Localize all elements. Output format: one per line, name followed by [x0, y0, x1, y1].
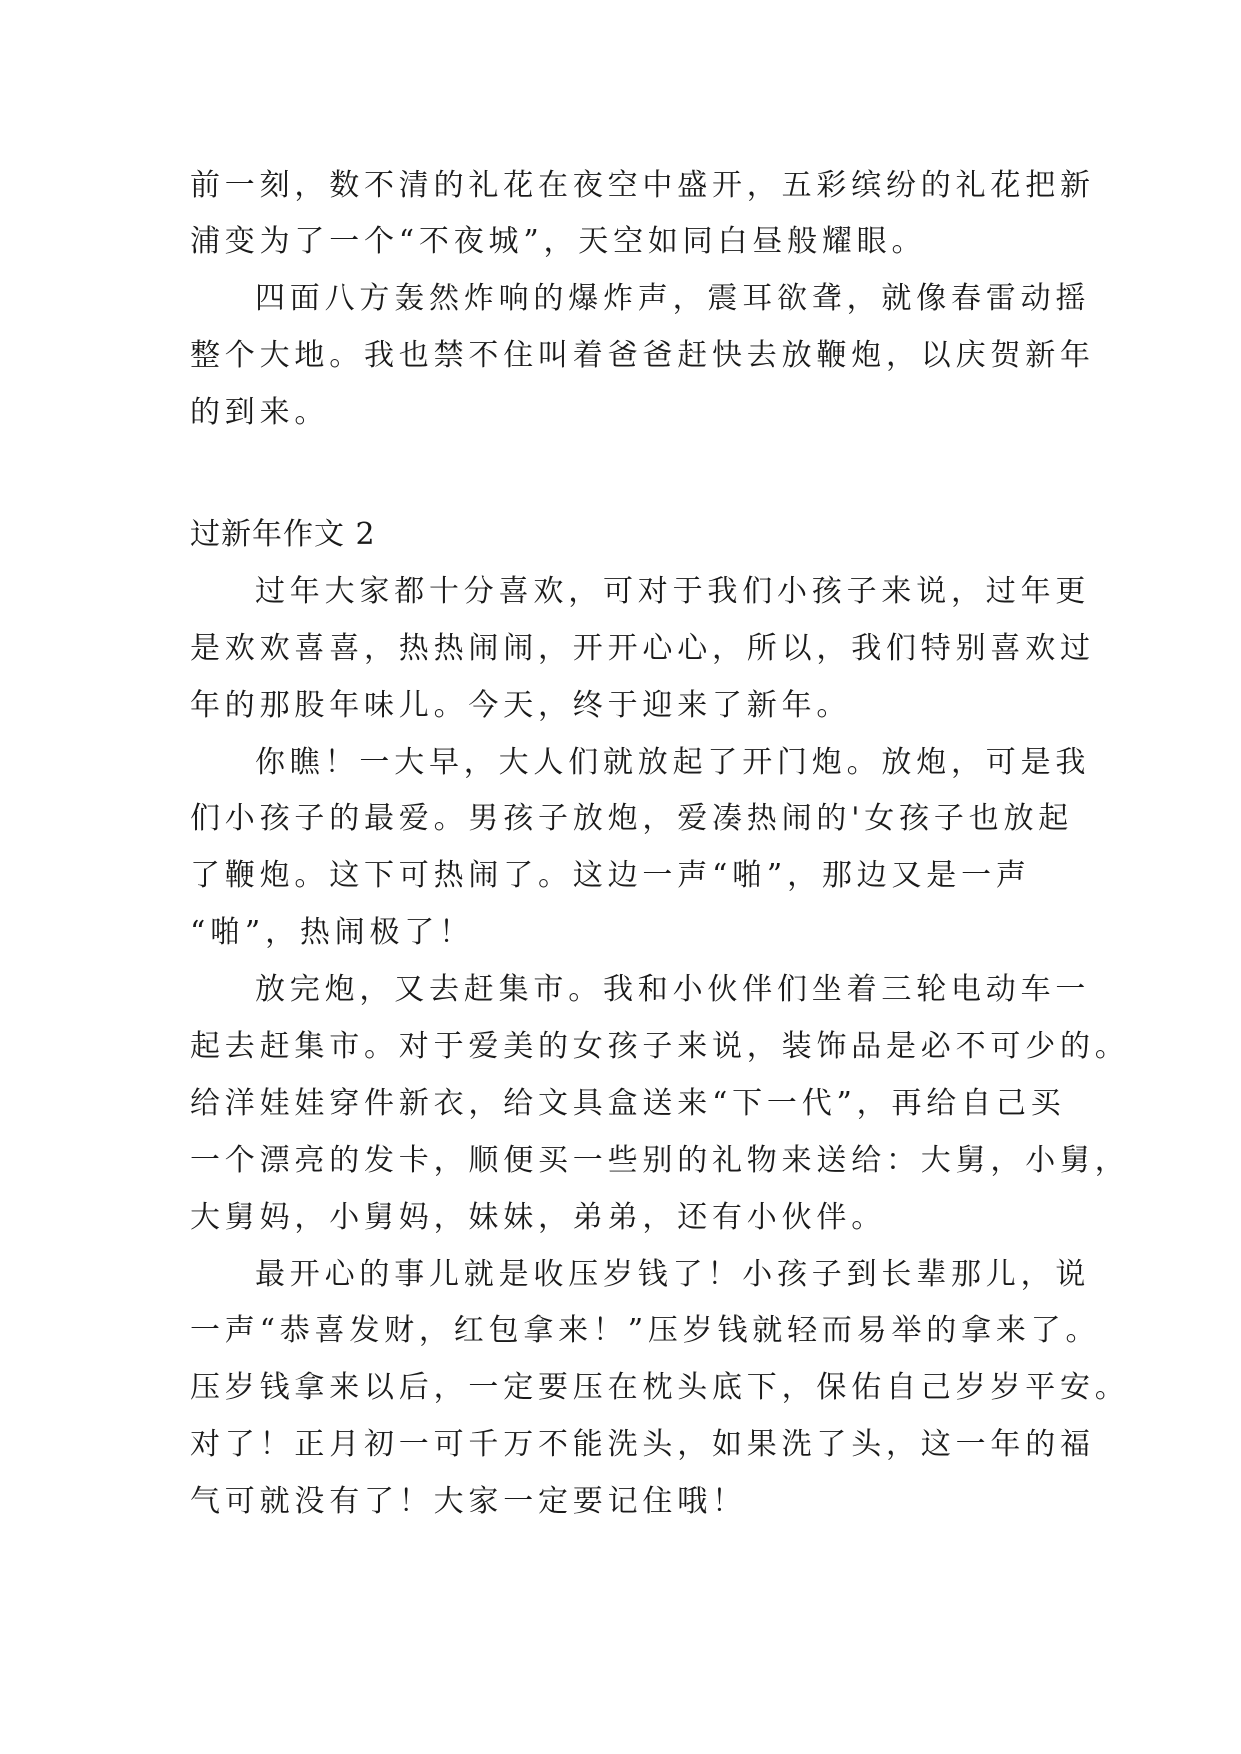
paragraph-line: 们小孩子的最爱。男孩子放炮，爱凑热闹的'女孩子也放起 [190, 801, 1074, 836]
paragraph-line: 了鞭炮。这下可热闹了。这边一声“啪”，那边又是一声 [190, 858, 1031, 893]
paragraph-line: 前一刻，数不清的礼花在夜空中盛开，五彩缤纷的礼花把新 [190, 168, 1095, 203]
paragraph-line: 四面八方轰然炸响的爆炸声，震耳欲聋，就像春雷动摇 [255, 281, 1091, 316]
paragraph-line: 对了！正月初一可千万不能洗头，如果洗了头，这一年的福 [190, 1427, 1095, 1462]
paragraph-line: 浦变为了一个“不夜城”，天空如同白昼般耀眼。 [190, 224, 927, 259]
paragraph-line: 大舅妈，小舅妈，妹妹，弟弟，还有小伙伴。 [190, 1200, 886, 1235]
section-heading: 过新年作文 2 [190, 517, 376, 552]
paragraph-line: 过年大家都十分喜欢，可对于我们小孩子来说，过年更 [255, 574, 1091, 609]
paragraph-line: 给洋娃娃穿件新衣，给文具盒送来“下一代”，再给自己买 [190, 1086, 1066, 1121]
paragraph-line: 起去赶集市。对于爱美的女孩子来说，装饰品是必不可少的。 [190, 1029, 1130, 1064]
paragraph-line: 一声“恭喜发财，红包拿来！”压岁钱就轻而易举的拿来了。 [190, 1313, 1101, 1348]
paragraph-line: 压岁钱拿来以后，一定要压在枕头底下，保佑自己岁岁平安。 [190, 1370, 1130, 1405]
paragraph-line: 你瞧！一大早，大人们就放起了开门炮。放炮，可是我 [255, 745, 1091, 780]
paragraph-line: 是欢欢喜喜，热热闹闹，开开心心，所以，我们特别喜欢过 [190, 631, 1095, 666]
paragraph-line: 最开心的事儿就是收压岁钱了！小孩子到长辈那儿，说 [255, 1257, 1091, 1292]
paragraph-line: 气可就没有了！大家一定要记住哦！ [190, 1484, 747, 1519]
paragraph-line: 一个漂亮的发卡，顺便买一些别的礼物来送给：大舅，小舅， [190, 1143, 1130, 1178]
paragraph-line: 整个大地。我也禁不住叫着爸爸赶快去放鞭炮，以庆贺新年 [190, 338, 1095, 373]
paragraph-line: 放完炮，又去赶集市。我和小伙伴们坐着三轮电动车一 [255, 972, 1091, 1007]
paragraph-line: “啪”，热闹极了！ [190, 915, 474, 950]
paragraph-line: 年的那股年味儿。今天，终于迎来了新年。 [190, 688, 852, 723]
paragraph-line: 的到来。 [190, 395, 330, 430]
